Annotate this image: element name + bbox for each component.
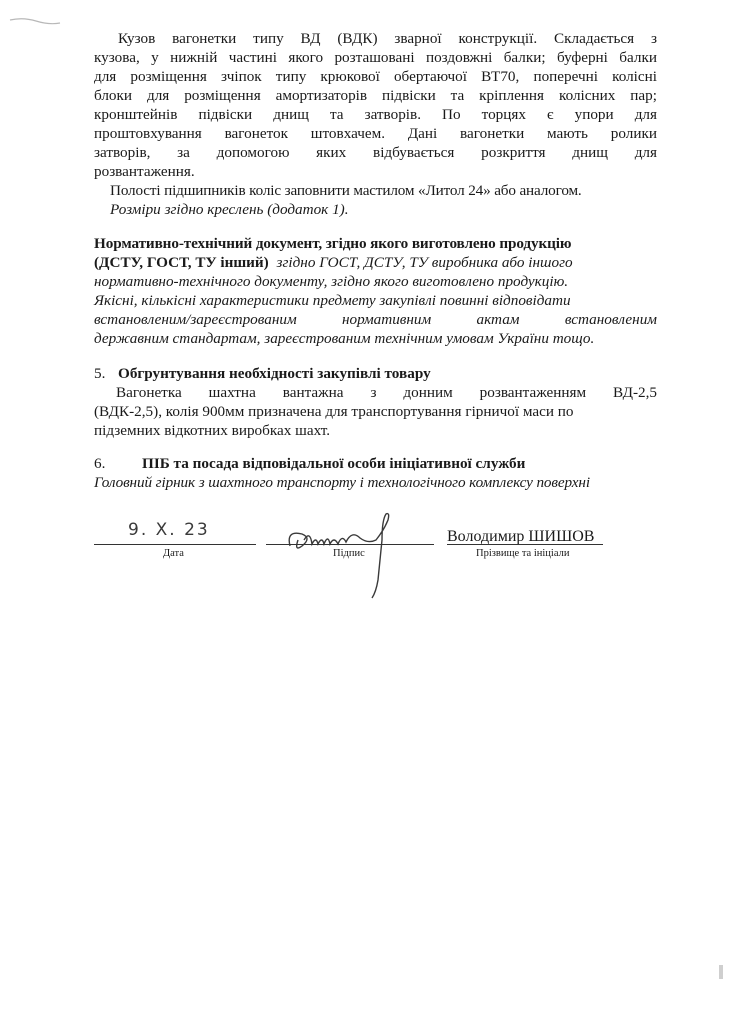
body-line: блоки для розміщення амортизаторів підвіски та кріплення колісних пар; (94, 87, 657, 104)
normative-standards-note: згідно ГОСТ, ДСТУ, ТУ виробника або іншого (276, 254, 573, 271)
body-line: Кузов вагонетки типу ВД (ВДК) зварної конструкції. Складається з (118, 30, 657, 47)
body-line: розвантаження. (94, 163, 195, 180)
normative-line: Якісні, кількісні характеристики предмету закупівлі повинні відповідати (94, 292, 571, 309)
normative-standards-label: (ДСТУ, ГОСТ, ТУ інший) (94, 254, 269, 271)
section-5-line: (ВДК-2,5), колія 900мм призначена для транспортування гірничої маси по (94, 403, 574, 420)
normative-line: державним стандартам, зареєстрованим технічним умовам України тощо. (94, 330, 595, 347)
section-6-number: 6. (94, 455, 106, 472)
handwritten-date: 9. X. 23 (128, 520, 210, 540)
normative-line: нормативно-технічного документу, згідно якого виготовлено продукцію. (94, 273, 569, 290)
body-paragraph: Розміри згідно креслень (додаток 1). (110, 201, 349, 218)
body-line: кузова, у нижній частині якого розташовані поздовжні балки; буферні балки (94, 49, 657, 66)
signature-underline (266, 544, 434, 545)
scan-edge-artifact (719, 965, 723, 979)
name-underline (447, 544, 603, 545)
section-5-line: підземних відкотних виробках шахт. (94, 422, 331, 439)
section-5-title: Обгрунтування необхідності закупівлі товару (118, 365, 431, 382)
body-line: для розміщення зчіпок типу крюкової обертаючої ВТ70, поперечні колісні (94, 68, 657, 85)
body-paragraph: Полості підшипників коліс заповнити мастилом «Литол 24» або аналогом. (110, 182, 582, 199)
signatory-name: Володимир ШИШОВ (447, 528, 595, 545)
body-line: проштовхування вагонеток штовхачем. Дані вагонетки мають ролики (94, 125, 657, 142)
normative-line: встановленим/зареєстрованим нормативним актам встановленим (94, 311, 657, 328)
section-5-line: Вагонетка шахтна вантажна з донним розвантаженням ВД-2,5 (116, 384, 657, 401)
scan-artifact-mark (8, 14, 68, 28)
body-line: кронштейнів підвіски днищ та затворів. По торцях є упори для (94, 106, 657, 123)
normative-heading: Нормативно-технічний документ, згідно якого виготовлено продукцію (94, 235, 572, 252)
section-6-title: ПІБ та посада відповідальної особи ініціативної служби (142, 455, 526, 472)
section-5-number: 5. (94, 365, 106, 382)
signature-caption: Підпис (333, 548, 365, 559)
date-underline (94, 544, 256, 545)
responsible-position: Головний гірник з шахтного транспорту і технологічного комплексу поверхні (94, 474, 590, 491)
body-line: затворів, за допомогою яких відбувається розкриття днищ для (94, 144, 657, 161)
date-caption: Дата (163, 548, 184, 559)
normative-line (94, 253, 573, 272)
name-caption: Прізвище та ініціали (476, 548, 570, 559)
